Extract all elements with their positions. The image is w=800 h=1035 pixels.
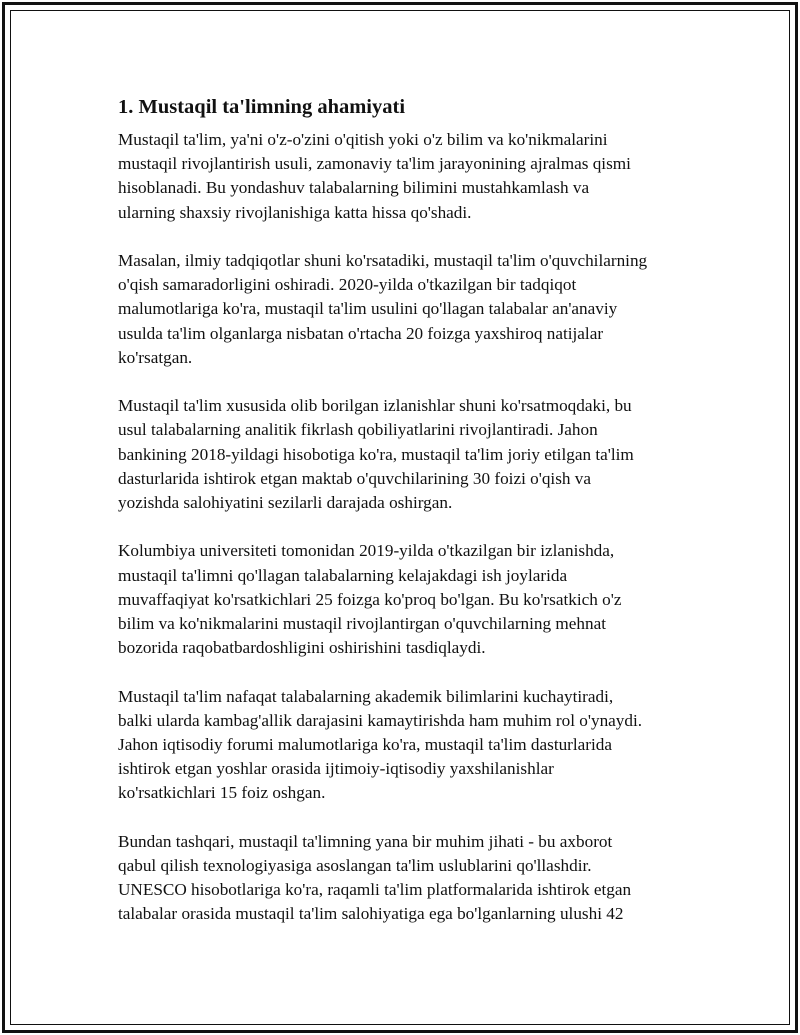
paragraph-line: o'qish samaradorligini oshiradi. 2020-yilda o'tkazilgan bir tadqiqot xyxy=(118,275,577,295)
paragraph xyxy=(118,249,688,370)
paragraph-line: ko'rsatkichlari 15 foiz oshgan. xyxy=(118,783,326,803)
paragraph-line: usulda ta'lim olganlarga nisbatan o'rtacha 20 foizga yaxshiroq natijalar xyxy=(118,323,604,343)
paragraph-line: talabalar orasida mustaqil ta'lim salohiyatiga ega bo'lganlarning ulushi 42 xyxy=(118,904,624,924)
paragraph-line: bilim va ko'nikmalarini mustaqil rivojlantirgan o'quvchilarning mehnat xyxy=(118,614,606,634)
paragraph-line: Mustaqil ta'lim, ya'ni o'z-o'zini o'qitish yoki o'z bilim va ko'nikmalarini xyxy=(118,130,608,149)
paragraph-line: hisoblanadi. Bu yondashuv talabalarning bilimini mustahkamlash va xyxy=(118,178,590,198)
paragraph-line: Bundan tashqari, mustaqil ta'limning yana bir muhim jihati - bu axborot xyxy=(118,831,613,851)
paragraph-line: muvaffaqiyat ko'rsatkichlari 25 foizga ko'proq bo'lgan. Bu ko'rsatkich o'z xyxy=(118,589,622,609)
paragraph-line: bozorida raqobatbardoshligini oshirishini tasdiqlaydi. xyxy=(118,638,486,658)
paragraph-line: bankining 2018-yildagi hisobotiga ko'ra, mustaqil ta'lim joriy etilgan ta'lim xyxy=(118,444,634,464)
paragraph-line: Kolumbiya universiteti tomonidan 2019-yilda o'tkazilgan bir izlanishda, xyxy=(118,541,615,561)
paragraph-line: usul talabalarning analitik fikrlash qobiliyatlarini rivojlantiradi. Jahon xyxy=(118,420,598,440)
paragraph xyxy=(118,394,688,515)
paragraph-line: balki ularda kambag'allik darajasini kamaytirishda ham muhim rol o'ynaydi. xyxy=(118,710,643,730)
paragraph xyxy=(118,830,688,927)
paragraph-line: Masalan, ilmiy tadqiqotlar shuni ko'rsatadiki, mustaqil ta'lim o'quvchilarning xyxy=(118,251,648,270)
paragraph-line: ishtirok etgan yoshlar orasida ijtimoiy-iqtisodiy yaxshilanishlar xyxy=(118,759,554,779)
paragraph-line: qabul qilish texnologiyasiga asoslangan ta'lim uslublarini qo'llashdir. xyxy=(118,856,592,876)
paragraph-line: ularning shaxsiy rivojlanishiga katta hissa qo'shadi. xyxy=(118,202,472,222)
paragraph-line: UNESCO hisobotlariga ko'ra, raqamli ta'lim platformalarida ishtirok etgan xyxy=(118,880,632,900)
paragraph-line: mustaqil rivojlantirish usuli, zamonaviy ta'lim jarayonining ajralmas qismi xyxy=(118,154,631,174)
paragraph-line: Mustaqil ta'lim xususida olib borilgan izlanishlar shuni ko'rsatmoqdaki, bu xyxy=(118,396,632,416)
paragraph-line: dasturlarida ishtirok etgan maktab o'quvchilarining 30 foizi o'qish va xyxy=(118,468,592,488)
paragraph xyxy=(118,685,688,806)
paragraph-line: ko'rsatgan. xyxy=(118,347,193,367)
paragraph-line: mustaqil ta'limni qo'llagan talabalarning kelajakdagi ish joylarida xyxy=(118,565,568,585)
paragraph-line: yozishda salohiyatini sezilarli darajada oshirgan. xyxy=(118,493,453,513)
paragraph xyxy=(118,539,688,660)
paragraph xyxy=(118,128,688,225)
section-heading: 1. Mustaqil ta'limning ahamiyati xyxy=(118,96,406,118)
document-body xyxy=(118,94,688,951)
paragraph-line: Mustaqil ta'lim nafaqat talabalarning akademik bilimlarini kuchaytiradi, xyxy=(118,686,614,706)
paragraph-line: Jahon iqtisodiy forumi malumotlariga ko'ra, mustaqil ta'lim dasturlarida xyxy=(118,735,613,755)
paragraph-line: malumotlariga ko'ra, mustaqil ta'lim usulini qo'llagan talabalar an'anaviy xyxy=(118,299,618,319)
